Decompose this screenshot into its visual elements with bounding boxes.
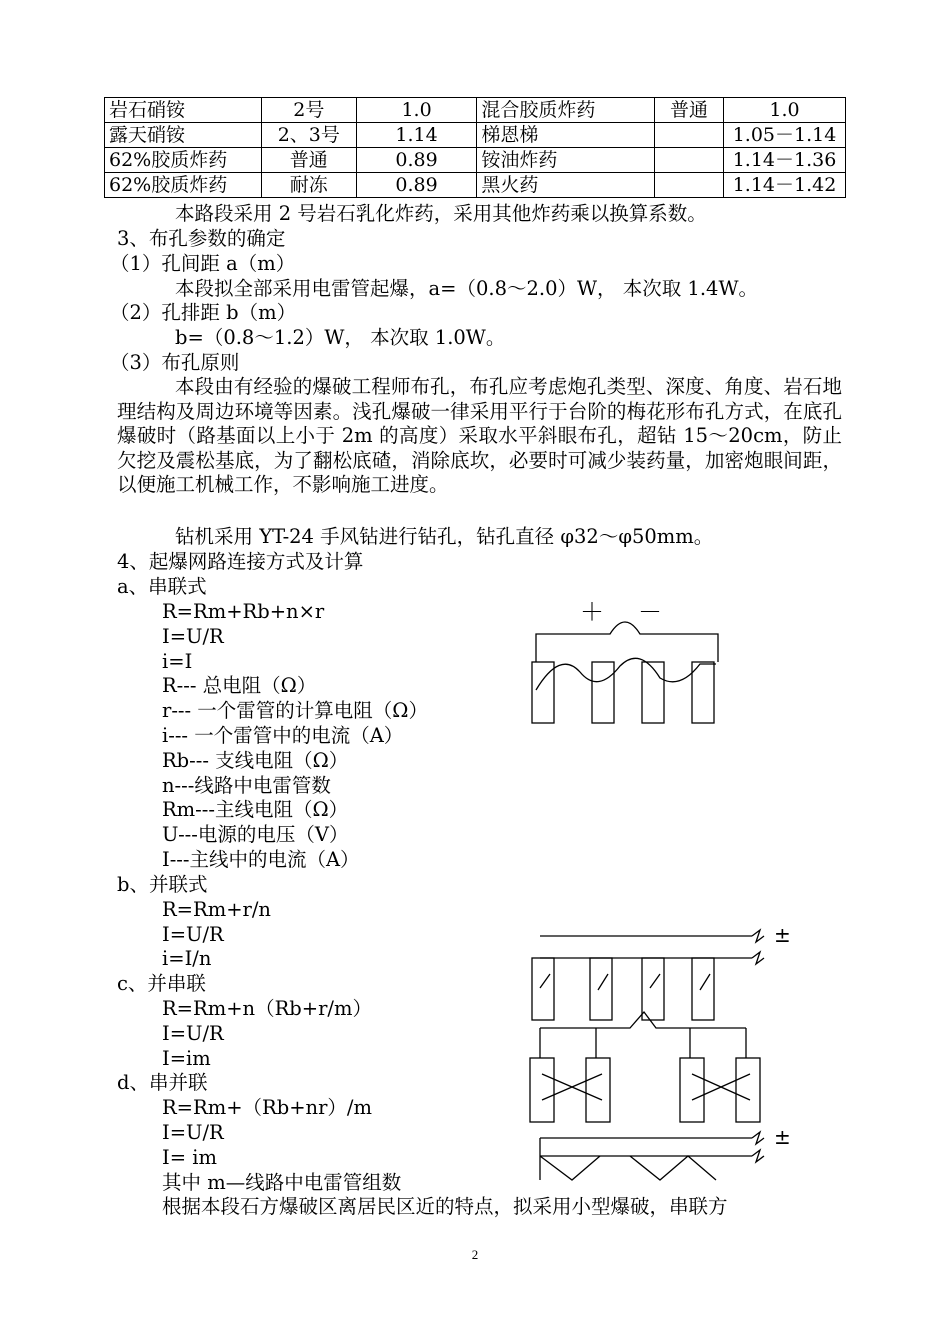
definition-U: U---电源的电压（V） — [162, 823, 349, 846]
blast-hole — [642, 958, 664, 1020]
blast-hole — [642, 662, 664, 723]
table-cell: 露天硝铵 — [105, 123, 262, 148]
table-cell: 2、3号 — [261, 123, 356, 148]
blast-hole — [586, 1058, 610, 1122]
table-cell — [655, 173, 724, 198]
series-parallel-wire — [540, 1138, 716, 1180]
table-cell: 1.14－1.36 — [724, 148, 846, 173]
series-heading: a、串联式 — [117, 575, 207, 598]
table-cell: 1.14－1.42 — [724, 173, 846, 198]
blast-hole — [692, 958, 714, 1020]
table-cell: 1.14 — [356, 123, 477, 148]
parallel-formula-3: i=I/n — [162, 947, 212, 970]
series-formula-3: i=I — [162, 650, 193, 673]
layout-principle-paragraph: 本段由有经验的爆破工程师布孔，布孔应考虑炮孔类型、深度、角度、岩石地理结构及周边环境等因素。浅孔爆破一律采用平行于台阶的梅花形布孔方式，在底孔爆破时（路基面以上小于 2m 的高度）采取水平斜眼布孔，超钻 15～20cm，防止欠挖及震松基底，为了翻松底碴，消除底坎，必要时可减少装药量，加密炮眼间距，以便施工机械工作，不影响施工进度。 — [117, 375, 842, 497]
wire-break — [752, 930, 764, 942]
definition-n: n---线路中电雷管数 — [162, 774, 331, 797]
parallel-series-heading: c、并串联 — [117, 972, 206, 995]
hole-spacing-heading: （1）孔间距 a（m） — [110, 252, 296, 275]
table-row — [105, 148, 846, 173]
table-cell: 普通 — [261, 148, 356, 173]
plus-terminal-label: ＋ — [580, 598, 604, 626]
closing-line: 根据本段石方爆破区离居民区近的特点，拟采用小型爆破，串联方 — [162, 1195, 728, 1218]
definition-Rm: Rm---主线电阻（Ω） — [162, 798, 349, 821]
parallel-terminal-label: ± — [774, 923, 791, 947]
table-cell: 混合胶质炸药 — [477, 98, 655, 123]
series-formula-2: I=U/R — [162, 625, 224, 648]
detonator-lead — [540, 974, 710, 990]
row-spacing-heading: （2）孔排距 b（m） — [110, 301, 297, 324]
definition-I: I---主线中的电流（A） — [162, 848, 360, 871]
page-number: 2 — [471, 1247, 479, 1262]
table-cell: 1.05－1.14 — [724, 123, 846, 148]
parallel-heading: b、并联式 — [117, 873, 208, 896]
table-cell: 0.89 — [356, 148, 477, 173]
table-cell: 62%胶质炸药 — [105, 148, 262, 173]
table-cell: 1.0 — [724, 98, 846, 123]
definition-R: R--- 总电阻（Ω） — [162, 674, 317, 697]
table-cell — [655, 123, 724, 148]
explosive-conversion-table — [104, 97, 846, 198]
conversion-note: 本路段采用 2 号岩石乳化炸药，采用其他炸药乘以换算系数。 — [175, 202, 707, 225]
drill-text: 钻机采用 YT-24 手风钻进行钻孔，钻孔直径 φ32～φ50mm。 — [175, 525, 714, 548]
table-cell: 耐冻 — [261, 173, 356, 198]
table-row — [105, 123, 846, 148]
table-cell — [655, 148, 724, 173]
definition-i: i--- 一个雷管中的电流（A） — [162, 724, 404, 747]
table-cell: 普通 — [655, 98, 724, 123]
minus-terminal-label: － — [638, 598, 662, 626]
row-spacing-text: b=（0.8～1.2）W， 本次取 1.0W。 — [175, 326, 506, 349]
blast-hole — [592, 662, 614, 723]
section-3-heading: 3、布孔参数的确定 — [117, 227, 286, 250]
blast-hole — [736, 1058, 760, 1122]
blast-hole — [590, 958, 612, 1020]
definition-r: r--- 一个雷管的计算电阻（Ω） — [162, 699, 428, 722]
table-row — [105, 98, 846, 123]
series-parallel-heading: d、串并联 — [117, 1071, 208, 1094]
table-cell: 62%胶质炸药 — [105, 173, 262, 198]
blast-hole — [530, 1058, 554, 1122]
series-parallel-terminal-label: ± — [774, 1125, 791, 1149]
table-cell: 梯恩梯 — [477, 123, 655, 148]
definition-Rb: Rb--- 支线电阻（Ω） — [162, 749, 349, 772]
parallel-formula-1: R=Rm+r/n — [162, 898, 271, 921]
section-4-heading: 4、起爆网路连接方式及计算 — [117, 550, 364, 573]
connection-diagrams — [520, 918, 810, 1180]
wire-break — [752, 952, 764, 964]
layout-principle-heading: （3）布孔原则 — [110, 351, 240, 374]
parallel-series-formula-3: I=im — [162, 1047, 211, 1070]
blast-hole — [692, 662, 714, 723]
wire-break — [752, 1150, 764, 1162]
table-cell: 黑火药 — [477, 173, 655, 198]
table-row — [105, 173, 846, 198]
series-parallel-formula-2: I=U/R — [162, 1121, 224, 1144]
parallel-formula-2: I=U/R — [162, 923, 224, 946]
m-definition: 其中 m—线路中电雷管组数 — [162, 1171, 402, 1194]
table-cell: 岩石硝铵 — [105, 98, 262, 123]
blast-hole — [532, 958, 554, 1020]
branch-wire — [540, 1028, 746, 1058]
table-cell: 2号 — [261, 98, 356, 123]
table-cell: 铵油炸药 — [477, 148, 655, 173]
series-formula-1: R=Rm+Rb+n×r — [162, 600, 325, 623]
blast-hole — [680, 1058, 704, 1122]
cross-wire — [542, 1074, 750, 1100]
series-circuit-diagram — [520, 590, 760, 730]
parallel-series-formula-2: I=U/R — [162, 1022, 224, 1045]
main-wire — [536, 622, 718, 662]
series-wire — [536, 658, 716, 690]
series-parallel-formula-1: R=Rm+（Rb+nr）/m — [162, 1096, 372, 1119]
series-parallel-formula-3: I= im — [162, 1146, 217, 1169]
hole-spacing-text: 本段拟全部采用电雷管起爆，a=（0.8～2.0）W， 本次取 1.4W。 — [175, 277, 758, 300]
table-cell: 1.0 — [356, 98, 477, 123]
parallel-series-formula-1: R=Rm+n（Rb+r/m） — [162, 997, 372, 1020]
wire-break — [752, 1132, 764, 1144]
table-cell: 0.89 — [356, 173, 477, 198]
